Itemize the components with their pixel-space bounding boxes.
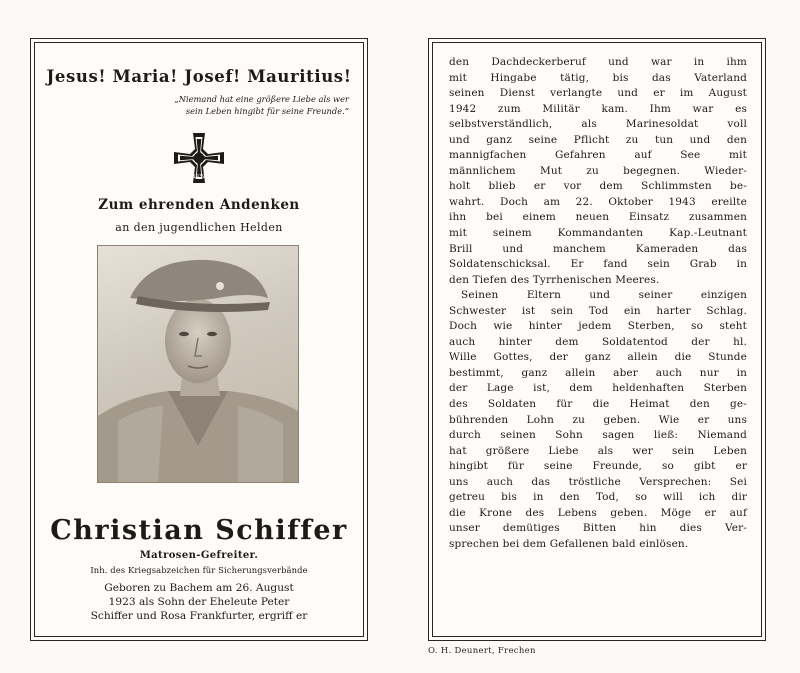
biography-line: Brill und manchem Kameraden das [449,242,747,255]
biography-line: Soldatenschicksal. Er fand sein Grab in [449,258,747,271]
biography-line: getreu bis in den Tod, so will ich dir [449,491,747,504]
portrait-photo [97,245,299,483]
biography-line: seinen Dienst verlangte und er im August [449,87,747,100]
biography-line: mit seinem Kommandanten Kap.-Leutnant [449,227,747,240]
military-rank: Matrosen-Gefreiter. [139,550,259,561]
biography-line: hat größere Liebe als wer sein Leben [449,444,747,457]
biography-line: Geboren zu Bachem am 26. August [104,582,294,594]
invocation-heading: Jesus! Maria! Josef! Mauritius! [46,67,352,86]
right-memorial-card [428,38,766,641]
biography-line: uns auch das tröstliche Versprechen: Sei [449,475,747,488]
biography-line: holt blieb er vor dem Schlimmsten be- [449,180,747,193]
biography-line: Doch wie hinter jedem Sterben, so steht [449,320,747,333]
biography-line: mannigfachen Gefahren auf See mit [449,149,747,162]
biography-start [43,581,355,623]
left-memorial-card [30,38,368,641]
biography-line: der Lage ist, dem heldenhaften Sterben [449,382,747,395]
biography-line: 1923 als Sohn der Eheleute Peter [108,596,290,608]
biography-line: Schwester ist sein Tod ein harter Schlag. [449,304,747,317]
biography-line: bestimmt, ganz allein aber auch nur in [449,366,747,379]
biography-line: 1942 zum Militär kam. Ihm war es [449,102,747,115]
iron-cross-icon [174,131,224,185]
quote-line: „Niemand hat eine größere Liebe als wer [174,94,349,104]
biography-line: auch hinter dem Soldatentod der hl. [449,335,747,348]
biography-text [449,55,747,553]
printer-credit: O. H. Deunert, Frechen [428,646,536,656]
biography-line: die Krone des Lebens geben. Möge er auf [449,506,747,519]
memorial-heading: Zum ehrenden Andenken [98,197,300,213]
decoration-line: Inh. des Kriegsabzeichen für Sicherungsverbände [90,565,308,575]
biography-line: männlichem Mut zu begegnen. Wieder- [449,164,747,177]
bible-quote [55,93,349,117]
cross-year-text: 1939 [192,174,206,180]
biography-line: selbstverständlich, als Marinesoldat voll [449,118,747,131]
biography-line: hingibt für seine Freunde, so gibt er [449,460,747,473]
left-card-content [43,49,355,630]
biography-line: Wille Gottes, der ganz allein die Stunde [449,351,747,364]
deceased-name: Christian Schiffer [50,515,348,546]
biography-line: wahrt. Doch am 22. Oktober 1943 ereilte [449,195,747,208]
biography-line: mit Hingabe tätig, bis das Vaterland [449,71,747,84]
dedication-line: an den jugendlichen Helden [115,221,283,234]
biography-line: sprechen bei dem Gefallenen bald einlösen. [449,537,689,550]
biography-line: Schiffer und Rosa Frankfurter, ergriff er [90,610,308,622]
biography-line: des Soldaten für die Heimat den ge- [449,398,747,411]
biography-line: unser demütiges Bitten hin dies Ver- [449,522,747,535]
quote-line: sein Leben hingibt für seine Freunde.“ [185,106,349,116]
biography-line: Seinen Eltern und seiner einzigen [461,289,747,302]
biography-line: bührenden Lohn zu geben. Wie er uns [449,413,747,426]
biography-line: ihn bei einem neuen Einsatz zusammen [449,211,747,224]
biography-line: den Tiefen des Tyrrhenischen Meeres. [449,273,660,286]
portrait-illustration [98,246,298,482]
biography-line: und ganz seine Pflicht zu tun und den [449,133,747,146]
biography-line: durch seinen Sohn sagen ließ: Niemand [449,429,747,442]
biography-line: den Dachdeckerberuf und war in ihm [449,56,747,68]
